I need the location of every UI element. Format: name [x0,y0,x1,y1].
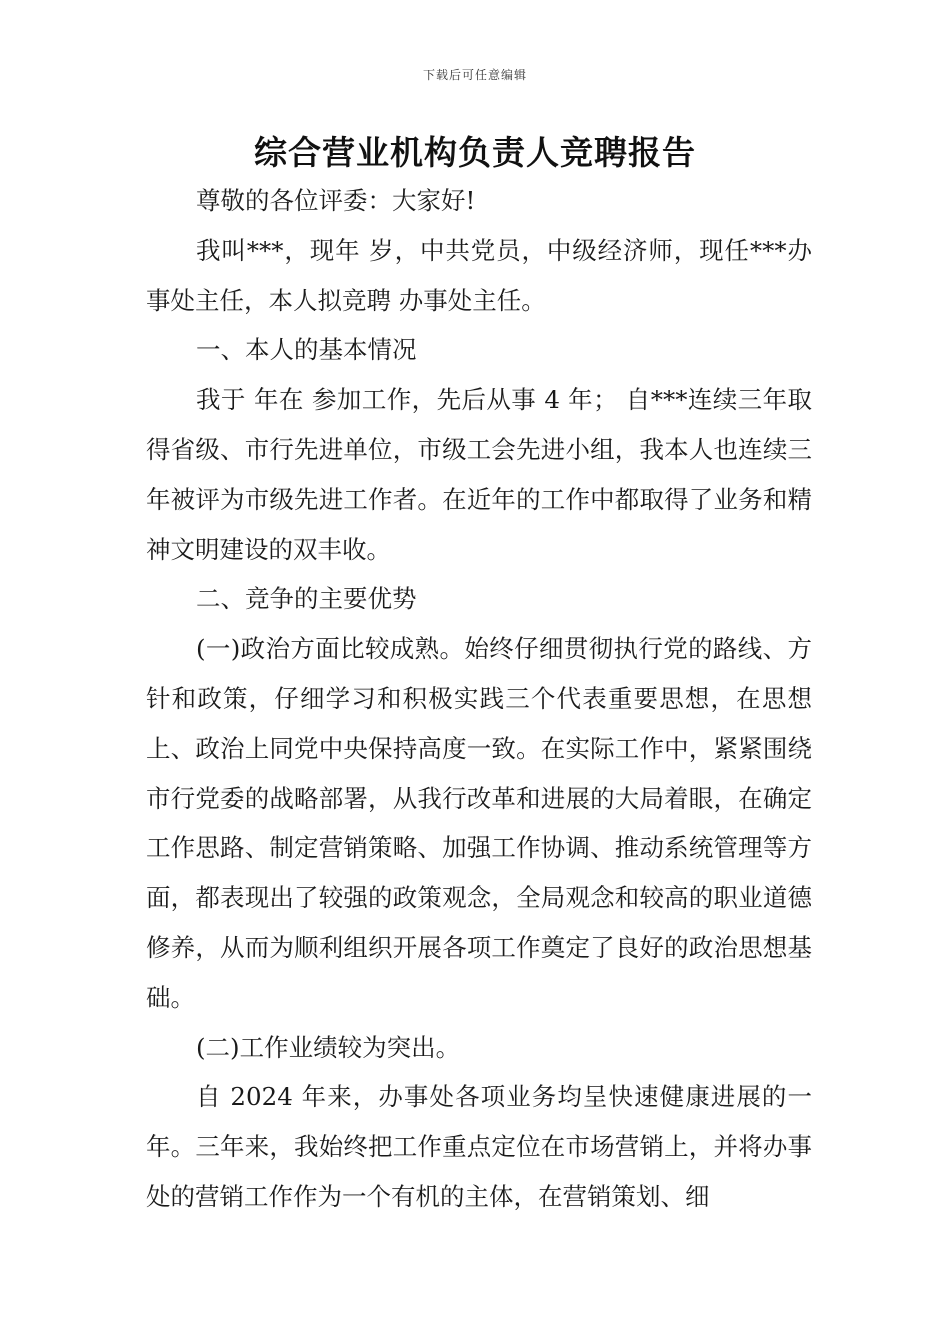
paragraph-political: (一)政治方面比较成熟。始终仔细贯彻执行党的路线、方针和政策，仔细学习和积极实践三个代表重要思想，在思想上、政治上同党中央保持高度一致。在实际工作中，紧紧围绕市行党委的战略部署，从我行改革和进展的大局着眼，在确定工作思路、制定营销策略、加强工作协调、推动系统管理等方面，都表现出了较强的政策观念，全局观念和较高的职业道德修养，从而为顺利组织开展各项工作奠定了良好的政治思想基础。 [146,634,812,1012]
paragraph-introduction: 我叫***，现年 岁，中共党员，中级经济师，现任***办事处主任，本人拟竞聘 办事处主任。 [146,235,812,315]
paragraph-greeting: 尊敬的各位评委：大家好! [196,186,476,215]
paragraph-performance: 自 2024 年来，办事处各项业务均呈快速健康进展的一年。三年来，我始终把工作重点定位在市场营销上，并将办事处的营销工作作为一个有机的主体，在营销策划、细 [146,1082,812,1211]
header-note: 下载后可任意编辑 [422,68,527,82]
document-body [146,176,812,1222]
paragraph-basic-info: 我于 年在 参加工作，先后从事 4 年； 自***连续三年取得省级、市行先进单位，市级工会先进小组，我本人也连续三年被评为市级先进工作者。在近年的工作中都取得了业务和精神文明建设的双丰收。 [146,385,812,564]
section-heading-advantages: 二、竞争的主要优势 [196,584,417,614]
subheading-performance: (二)工作业绩较为突出。 [196,1032,461,1062]
section-heading-basic-info: 一、本人的基本情况 [196,335,417,365]
document-title: 综合营业机构负责人竞聘报告 [254,133,696,172]
